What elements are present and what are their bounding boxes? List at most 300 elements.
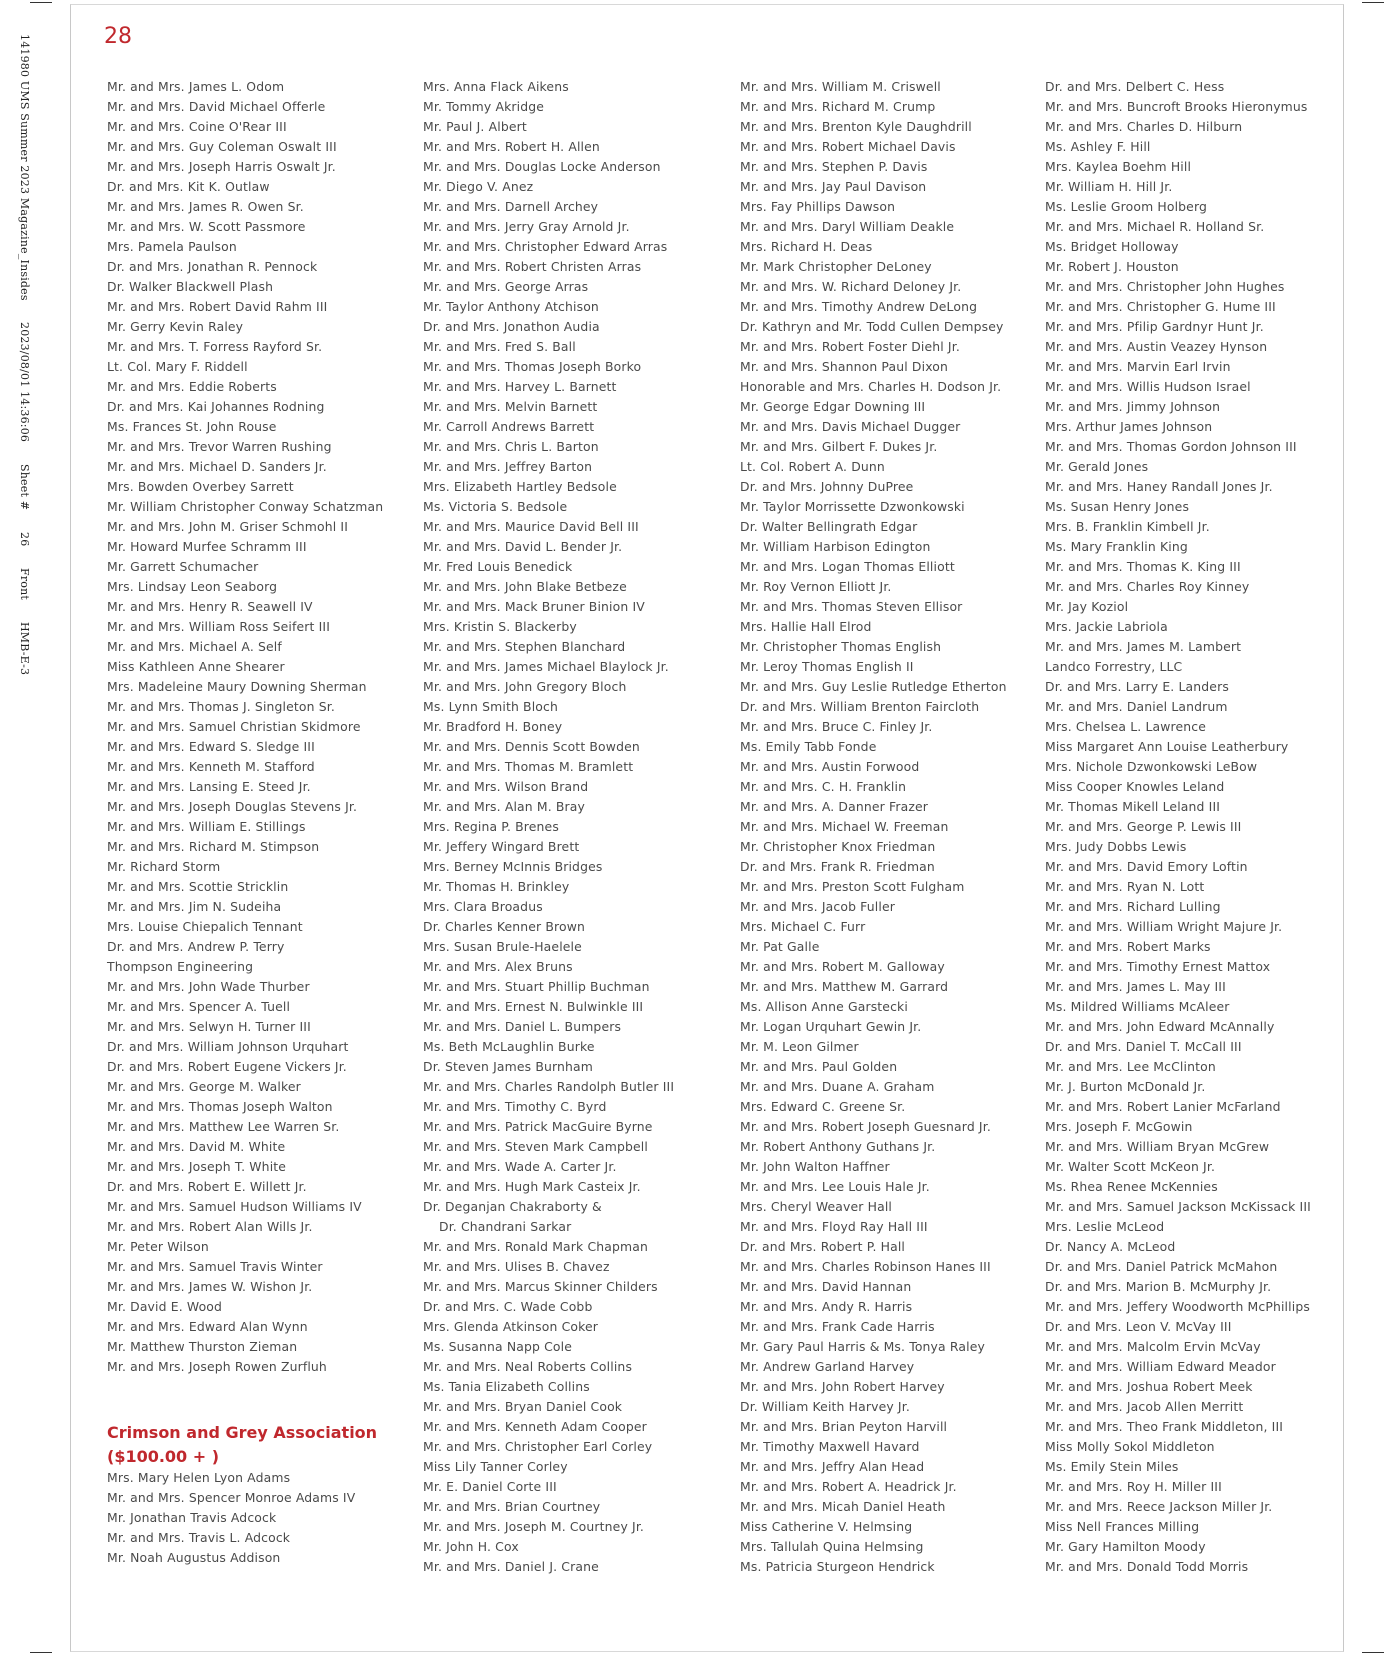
donor-name: Mr. and Mrs. Coine O'Rear III (107, 119, 287, 134)
donor-name: Mr. Mark Christopher DeLoney (740, 259, 932, 274)
donor-name: Dr. and Mrs. C. Wade Cobb (423, 1299, 593, 1314)
donor-name: Mrs. Arthur James Johnson (1045, 419, 1213, 434)
donor-name: Mr. and Mrs. Daniel J. Crane (423, 1559, 599, 1574)
donor-name: Mr. and Mrs. Andy R. Harris (740, 1299, 913, 1314)
donor-name: Mr. Tommy Akridge (423, 99, 545, 114)
donor-name: Mrs. Judy Dobbs Lewis (1045, 839, 1187, 854)
donor-name: Mrs. Madeleine Maury Downing Sherman (107, 679, 367, 694)
donor-name: Mr. and Mrs. Dennis Scott Bowden (423, 739, 640, 754)
donor-name: Ms. Leslie Groom Holberg (1045, 199, 1207, 214)
donor-name: Mr. and Mrs. Mack Bruner Binion IV (423, 599, 645, 614)
donor-name: Mr. and Mrs. Christopher Earl Corley (423, 1439, 653, 1454)
donor-name: Mr. and Mrs. T. Forress Rayford Sr. (107, 339, 323, 354)
donor-name: Mr. and Mrs. Donald Todd Morris (1045, 1559, 1249, 1574)
donor-name: Mr. and Mrs. Jeffrey Barton (423, 459, 593, 474)
donor-name: Mr. Bradford H. Boney (423, 719, 563, 734)
donor-name: Mrs. Richard H. Deas (740, 239, 873, 254)
slug-date: 2023/08/01 14:36:06 (18, 322, 31, 443)
donor-name: Mr. Gerry Kevin Raley (107, 319, 244, 334)
slug-code: HMB-E-3 (18, 621, 31, 676)
donor-name: Mr. Matthew Thurston Zieman (107, 1339, 298, 1354)
donor-name: Mr. Logan Urquhart Gewin Jr. (740, 1019, 922, 1034)
donor-name: Dr. and Mrs. Johnny DuPree (740, 479, 914, 494)
donor-name: Mr. Thomas H. Brinkley (423, 879, 570, 894)
donor-name: Mr. and Mrs. Shannon Paul Dixon (740, 359, 949, 374)
donor-name: Ms. Emily Tabb Fonde (740, 739, 877, 754)
donor-name: Mr. and Mrs. Thomas Joseph Walton (107, 1099, 333, 1114)
donor-name: Mr. and Mrs. Christopher G. Hume III (1045, 299, 1276, 314)
donor-name: Mrs. Hallie Hall Elrod (740, 619, 872, 634)
donor-name: Mrs. B. Franklin Kimbell Jr. (1045, 519, 1210, 534)
donor-name: Mr. and Mrs. Buncroft Brooks Hieronymus (1045, 99, 1308, 114)
donor-name: Mr. and Mrs. Willis Hudson Israel (1045, 379, 1251, 394)
donor-column-2 (423, 77, 723, 1577)
donor-name: Mrs. Kaylea Boehm Hill (1045, 159, 1192, 174)
donor-name: Dr. and Mrs. Robert Eugene Vickers Jr. (107, 1059, 347, 1074)
donor-name: Dr. and Mrs. Kit K. Outlaw (107, 179, 270, 194)
donor-name: Mr. and Mrs. Darnell Archey (423, 199, 599, 214)
donor-name: Mr. and Mrs. Davis Michael Dugger (740, 419, 961, 434)
donor-name: Mr. William H. Hill Jr. (1045, 179, 1173, 194)
donor-name: Mr. and Mrs. Austin Forwood (740, 759, 920, 774)
donor-name: Mrs. Joseph F. McGowin (1045, 1119, 1193, 1134)
donor-name: Mr. Gary Paul Harris & Ms. Tonya Raley (740, 1339, 985, 1354)
donor-name: Mr. and Mrs. Ernest N. Bulwinkle III (423, 999, 644, 1014)
donor-name: Mr. and Mrs. Brian Courtney (423, 1499, 601, 1514)
donor-name: Ms. Bridget Holloway (1045, 239, 1179, 254)
donor-name: Mr. and Mrs. Ulises B. Chavez (423, 1259, 610, 1274)
donor-name: Mr. and Mrs. Harvey L. Barnett (423, 379, 617, 394)
donor-name: Mr. Richard Storm (107, 859, 221, 874)
donor-name: Ms. Susan Henry Jones (1045, 499, 1190, 514)
donor-name: Mrs. Louise Chiepalich Tennant (107, 919, 303, 934)
donor-name: Mr. and Mrs. Paul Golden (740, 1059, 898, 1074)
donor-name: Mr. and Mrs. George P. Lewis III (1045, 819, 1242, 834)
donor-name: Mr. and Mrs. Fred S. Ball (423, 339, 576, 354)
donor-name: Mr. Walter Scott McKeon Jr. (1045, 1159, 1216, 1174)
donor-name: Mr. and Mrs. Christopher John Hughes (1045, 279, 1285, 294)
donor-name: Mrs. Clara Broadus (423, 899, 543, 914)
donor-name: Mr. and Mrs. Chris L. Barton (423, 439, 599, 454)
donor-name: Mr. and Mrs. Alex Bruns (423, 959, 573, 974)
donor-column-3 (740, 77, 1040, 1577)
donor-name: Mr. David E. Wood (107, 1299, 223, 1314)
crop-mark (30, 2, 52, 3)
donor-name: Ms. Ashley F. Hill (1045, 139, 1151, 154)
donor-name: Mr. and Mrs. Thomas K. King III (1045, 559, 1241, 574)
donor-name: Dr. William Keith Harvey Jr. (740, 1399, 910, 1414)
donor-name: Mr. and Mrs. Joshua Robert Meek (1045, 1379, 1253, 1394)
donor-name: Mr. E. Daniel Corte III (423, 1479, 557, 1494)
donor-name: Ms. Beth McLaughlin Burke (423, 1039, 595, 1054)
donor-name: Dr. and Mrs. Kai Johannes Rodning (107, 399, 325, 414)
donor-name: Mrs. Berney McInnis Bridges (423, 859, 603, 874)
donor-name: Mr. and Mrs. Ryan N. Lott (1045, 879, 1205, 894)
donor-name: Mr. and Mrs. Trevor Warren Rushing (107, 439, 332, 454)
donor-name: Mr. and Mrs. Michael W. Freeman (740, 819, 949, 834)
crop-mark (1362, 2, 1384, 3)
donor-name: Mr. and Mrs. William E. Stillings (107, 819, 306, 834)
donor-name: Mr. Roy Vernon Elliott Jr. (740, 579, 892, 594)
donor-name: Mr. and Mrs. John M. Griser Schmohl II (107, 519, 349, 534)
donor-name: Mr. Leroy Thomas English II (740, 659, 914, 674)
donor-name: Mr. and Mrs. William Wright Majure Jr. (1045, 919, 1283, 934)
print-slug (18, 34, 31, 693)
donor-name: Mr. and Mrs. Lee Louis Hale Jr. (740, 1179, 930, 1194)
donor-name: Mr. and Mrs. Douglas Locke Anderson (423, 159, 661, 174)
donor-name: Mr. and Mrs. Floyd Ray Hall III (740, 1219, 928, 1234)
donor-name: Mr. and Mrs. Christopher Edward Arras (423, 239, 668, 254)
donor-name: Mr. and Mrs. Patrick MacGuire Byrne (423, 1119, 653, 1134)
donor-name: Ms. Lynn Smith Bloch (423, 699, 558, 714)
donor-name: Dr. and Mrs. Daniel T. McCall III (1045, 1039, 1242, 1054)
donor-name: Mr. and Mrs. Preston Scott Fulgham (740, 879, 965, 894)
donor-name: Ms. Rhea Renee McKennies (1045, 1179, 1218, 1194)
donor-name: Mr. and Mrs. Daryl William Deakle (740, 219, 955, 234)
donor-name: Mrs. Cheryl Weaver Hall (740, 1199, 893, 1214)
donor-name: Dr. and Mrs. Frank R. Friedman (740, 859, 935, 874)
donor-name: Mr. Robert J. Houston (1045, 259, 1179, 274)
section-amount: ($100.00 + ) (107, 1447, 220, 1466)
donor-name: Mr. and Mrs. Robert A. Headrick Jr. (740, 1479, 957, 1494)
donor-name: Mr. and Mrs. Steven Mark Campbell (423, 1139, 648, 1154)
donor-name: Mr. and Mrs. Reece Jackson Miller Jr. (1045, 1499, 1273, 1514)
donor-name: Mr. and Mrs. Guy Leslie Rutledge Etherton (740, 679, 1007, 694)
donor-name: Mr. Thomas Mikell Leland III (1045, 799, 1221, 814)
section-heading (107, 1421, 397, 1469)
donor-name: Miss Kathleen Anne Shearer (107, 659, 285, 674)
donor-name: Mr. and Mrs. Melvin Barnett (423, 399, 598, 414)
donor-name: Mr. and Mrs. James W. Wishon Jr. (107, 1279, 313, 1294)
donor-name: Mr. and Mrs. Jerry Gray Arnold Jr. (423, 219, 630, 234)
donor-name: Ms. Mary Franklin King (1045, 539, 1188, 554)
donor-name: Mrs. Elizabeth Hartley Bedsole (423, 479, 617, 494)
donor-column-4 (1045, 77, 1345, 1577)
donor-name: Mr. and Mrs. Robert Foster Diehl Jr. (740, 339, 960, 354)
donor-name: Ms. Frances St. John Rouse (107, 419, 277, 434)
donor-name: Mr. and Mrs. David L. Bender Jr. (423, 539, 623, 554)
donor-name: Mr. and Mrs. David M. White (107, 1139, 286, 1154)
donor-name: Dr. and Mrs. Marion B. McMurphy Jr. (1045, 1279, 1272, 1294)
donor-name: Mr. and Mrs. Charles Roy Kinney (1045, 579, 1250, 594)
donor-name: Mr. John H. Cox (423, 1539, 519, 1554)
donor-name: Mr. and Mrs. Robert Christen Arras (423, 259, 642, 274)
donor-name: Mr. and Mrs. Michael D. Sanders Jr. (107, 459, 327, 474)
donor-name: Mr. and Mrs. John Edward McAnnally (1045, 1019, 1275, 1034)
donor-name: Mrs. Edward C. Greene Sr. (740, 1099, 906, 1114)
donor-name: Mr. and Mrs. Stephen Blanchard (423, 639, 626, 654)
donor-name: Mr. and Mrs. James L. Odom (107, 79, 285, 94)
donor-name: Mr. and Mrs. Thomas M. Bramlett (423, 759, 634, 774)
donor-name: Mr. and Mrs. Jim N. Sudeiha (107, 899, 282, 914)
donor-name: Mr. George Edgar Downing III (740, 399, 926, 414)
donor-name: Mr. Pat Galle (740, 939, 820, 954)
donor-name: Mr. and Mrs. Jimmy Johnson (1045, 399, 1221, 414)
donor-name: Mr. and Mrs. Travis L. Adcock (107, 1530, 291, 1545)
donor-name: Mr. and Mrs. Stephen P. Davis (740, 159, 928, 174)
donor-name: Mr. and Mrs. Thomas Gordon Johnson III (1045, 439, 1297, 454)
donor-name: Mrs. Tallulah Quina Helmsing (740, 1539, 924, 1554)
donor-name: Mr. Gerald Jones (1045, 459, 1149, 474)
donor-name: Mr. and Mrs. Michael R. Holland Sr. (1045, 219, 1265, 234)
slug-sheet-label: Sheet # (18, 464, 31, 511)
donor-name: Mr. and Mrs. C. H. Franklin (740, 779, 907, 794)
donor-name: Miss Nell Frances Milling (1045, 1519, 1200, 1534)
donor-name: Mr. and Mrs. Charles D. Hilburn (1045, 119, 1243, 134)
donor-name: Mr. and Mrs. Jacob Allen Merritt (1045, 1399, 1244, 1414)
donor-name: Mr. and Mrs. Robert Michael Davis (740, 139, 956, 154)
donor-name: Dr. and Mrs. Andrew P. Terry (107, 939, 285, 954)
donor-name: Miss Lily Tanner Corley (423, 1459, 568, 1474)
slug-side: Front (18, 568, 31, 601)
donor-name: Mr. Diego V. Anez (423, 179, 534, 194)
donor-name: Mr. and Mrs. Austin Veazey Hynson (1045, 339, 1268, 354)
donor-name: Mr. and Mrs. Robert Alan Wills Jr. (107, 1219, 313, 1234)
donor-name: Dr. Chandrani Sarkar (439, 1219, 572, 1234)
donor-name: Mrs. Susan Brule-Haelele (423, 939, 582, 954)
donor-name: Mr. and Mrs. David Hannan (740, 1279, 912, 1294)
donor-name: Mr. and Mrs. Jeffry Alan Head (740, 1459, 925, 1474)
donor-name: Mr. and Mrs. Robert David Rahm III (107, 299, 328, 314)
donor-name: Dr. Walter Bellingrath Edgar (740, 519, 918, 534)
donor-name: Mr. and Mrs. Daniel Landrum (1045, 699, 1228, 714)
donor-name: Mr. and Mrs. Marcus Skinner Childers (423, 1279, 658, 1294)
donor-name: Landco Forrestry, LLC (1045, 659, 1183, 674)
donor-name: Dr. and Mrs. Jonathon Audia (423, 319, 600, 334)
donor-name: Mr. and Mrs. Joseph Rowen Zurfluh (107, 1359, 327, 1374)
donor-name: Dr. and Mrs. Robert P. Hall (740, 1239, 906, 1254)
donor-name: Mr. and Mrs. Matthew Lee Warren Sr. (107, 1119, 340, 1134)
donor-name: Dr. Steven James Burnham (423, 1059, 594, 1074)
donor-name: Miss Margaret Ann Louise Leatherbury (1045, 739, 1289, 754)
donor-name: Dr. and Mrs. Delbert C. Hess (1045, 79, 1225, 94)
donor-name: Mr. and Mrs. Marvin Earl Irvin (1045, 359, 1231, 374)
donor-name: Lt. Col. Mary F. Riddell (107, 359, 248, 374)
donor-name: Mr. and Mrs. John Blake Betbeze (423, 579, 627, 594)
donor-name: Mr. and Mrs. David Emory Loftin (1045, 859, 1248, 874)
donor-name: Mr. and Mrs. Alan M. Bray (423, 799, 586, 814)
donor-name: Dr. and Mrs. Jonathan R. Pennock (107, 259, 318, 274)
donor-name: Mr. and Mrs. Thomas Steven Ellisor (740, 599, 963, 614)
donor-name: Mr. and Mrs. Bruce C. Finley Jr. (740, 719, 933, 734)
donor-name: Mr. M. Leon Gilmer (740, 1039, 859, 1054)
donor-name: Mrs. Glenda Atkinson Coker (423, 1319, 599, 1334)
donor-name: Mr. and Mrs. Michael A. Self (107, 639, 282, 654)
donor-name: Mr. and Mrs. James Michael Blaylock Jr. (423, 659, 669, 674)
donor-name: Mr. and Mrs. Brian Peyton Harvill (740, 1419, 948, 1434)
section-donor-list (107, 1468, 407, 1568)
slug-sheet-number: 26 (18, 532, 31, 547)
donor-name: Mr. and Mrs. George Arras (423, 279, 589, 294)
donor-name: Mr. and Mrs. James L. May III (1045, 979, 1226, 994)
donor-name: Mr. and Mrs. Daniel L. Bumpers (423, 1019, 622, 1034)
crop-mark (1362, 1652, 1384, 1653)
donor-name: Mr. and Mrs. Duane A. Graham (740, 1079, 935, 1094)
donor-name: Dr. and Mrs. Daniel Patrick McMahon (1045, 1259, 1278, 1274)
donor-name: Ms. Patricia Sturgeon Hendrick (740, 1559, 935, 1574)
donor-name: Mr. Peter Wilson (107, 1239, 209, 1254)
donor-name: Mr. and Mrs. David Michael Offerle (107, 99, 326, 114)
donor-name: Mr. and Mrs. Jay Paul Davison (740, 179, 927, 194)
donor-name: Mr. and Mrs. Spencer A. Tuell (107, 999, 291, 1014)
donor-name: Dr. and Mrs. Leon V. McVay III (1045, 1319, 1232, 1334)
donor-name: Mr. and Mrs. Charles Robinson Hanes III (740, 1259, 991, 1274)
donor-name: Ms. Allison Anne Garstecki (740, 999, 908, 1014)
section-title: Crimson and Grey Association (107, 1423, 378, 1442)
donor-name: Mr. Taylor Morrissette Dzwonkowski (740, 499, 965, 514)
donor-name: Mrs. Leslie McLeod (1045, 1219, 1165, 1234)
donor-name: Mrs. Fay Phillips Dawson (740, 199, 896, 214)
donor-name: Mr. and Mrs. Samuel Travis Winter (107, 1259, 323, 1274)
donor-name: Mr. and Mrs. Joseph T. White (107, 1159, 287, 1174)
donor-name: Mr. and Mrs. Lansing E. Steed Jr. (107, 779, 311, 794)
donor-name: Mr. and Mrs. Stuart Phillip Buchman (423, 979, 650, 994)
donor-name: Miss Catherine V. Helmsing (740, 1519, 913, 1534)
donor-name: Mr. and Mrs. Bryan Daniel Cook (423, 1399, 623, 1414)
donor-name: Mr. and Mrs. A. Danner Frazer (740, 799, 929, 814)
donor-name: Dr. and Mrs. William Johnson Urquhart (107, 1039, 349, 1054)
donor-name: Mr. and Mrs. John Wade Thurber (107, 979, 310, 994)
donor-name: Mr. Timothy Maxwell Havard (740, 1439, 920, 1454)
donor-name: Mr. Jeffery Wingard Brett (423, 839, 580, 854)
donor-name: Mr. and Mrs. William Bryan McGrew (1045, 1139, 1270, 1154)
donor-name: Mr. and Mrs. William Edward Meador (1045, 1359, 1276, 1374)
donor-name: Mr. and Mrs. Selwyn H. Turner III (107, 1019, 311, 1034)
donor-name: Mr. and Mrs. Robert Joseph Guesnard Jr. (740, 1119, 991, 1134)
donor-name: Mr. Noah Augustus Addison (107, 1550, 281, 1565)
donor-name: Mr. and Mrs. Thomas Joseph Borko (423, 359, 642, 374)
donor-name: Dr. Kathryn and Mr. Todd Cullen Dempsey (740, 319, 1004, 334)
donor-name: Mr. and Mrs. William Ross Seifert III (107, 619, 331, 634)
donor-name: Mr. and Mrs. Gilbert F. Dukes Jr. (740, 439, 938, 454)
donor-name: Mrs. Chelsea L. Lawrence (1045, 719, 1207, 734)
donor-name: Mrs. Bowden Overbey Sarrett (107, 479, 294, 494)
donor-name: Thompson Engineering (107, 959, 254, 974)
donor-name: Mr. and Mrs. Jeffery Woodworth McPhillips (1045, 1299, 1310, 1314)
donor-name: Mr. and Mrs. James M. Lambert (1045, 639, 1242, 654)
donor-name: Mrs. Pamela Paulson (107, 239, 237, 254)
donor-name: Mr. and Mrs. Henry R. Seawell IV (107, 599, 313, 614)
donor-name: Mr. Garrett Schumacher (107, 559, 259, 574)
donor-name: Mr. and Mrs. Kenneth Adam Cooper (423, 1419, 647, 1434)
donor-name: Mr. Howard Murfee Schramm III (107, 539, 307, 554)
donor-name: Mr. and Mrs. Richard M. Stimpson (107, 839, 320, 854)
donor-name: Mr. Fred Louis Benedick (423, 559, 573, 574)
donor-name: Mr. Paul J. Albert (423, 119, 527, 134)
donor-name: Mr. and Mrs. Eddie Roberts (107, 379, 277, 394)
donor-name: Mr. and Mrs. Scottie Stricklin (107, 879, 289, 894)
donor-name: Mr. William Harbison Edington (740, 539, 931, 554)
donor-name: Mr. and Mrs. Joseph M. Courtney Jr. (423, 1519, 645, 1534)
donor-name: Mr. and Mrs. Joseph Harris Oswalt Jr. (107, 159, 336, 174)
donor-name: Mr. and Mrs. Matthew M. Garrard (740, 979, 949, 994)
donor-name: Mr. and Mrs. Neal Roberts Collins (423, 1359, 633, 1374)
donor-name: Mr. and Mrs. Robert Marks (1045, 939, 1211, 954)
donor-name: Mr. and Mrs. Roy H. Miller III (1045, 1479, 1222, 1494)
donor-name: Mr. and Mrs. Samuel Jackson McKissack III (1045, 1199, 1311, 1214)
donor-name: Mr. and Mrs. Samuel Hudson Williams IV (107, 1199, 362, 1214)
donor-name: Ms. Victoria S. Bedsole (423, 499, 568, 514)
donor-name: Honorable and Mrs. Charles H. Dodson Jr. (740, 379, 1002, 394)
donor-name: Mr. and Mrs. Samuel Christian Skidmore (107, 719, 361, 734)
donor-name: Dr. Nancy A. McLeod (1045, 1239, 1176, 1254)
donor-name: Mrs. Lindsay Leon Seaborg (107, 579, 278, 594)
donor-name: Mr. Christopher Knox Friedman (740, 839, 936, 854)
donor-name: Mr. and Mrs. Micah Daniel Heath (740, 1499, 946, 1514)
donor-name: Dr. Charles Kenner Brown (423, 919, 586, 934)
donor-name: Mr. and Mrs. Edward S. Sledge III (107, 739, 315, 754)
donor-name: Mr. and Mrs. John Gregory Bloch (423, 679, 627, 694)
crop-mark (30, 1652, 52, 1653)
donor-name: Dr. Deganjan Chakraborty & (423, 1199, 602, 1214)
donor-name: Mrs. Regina P. Brenes (423, 819, 559, 834)
donor-name: Mr. and Mrs. Brenton Kyle Daughdrill (740, 119, 972, 134)
donor-name: Mr. and Mrs. Jacob Fuller (740, 899, 895, 914)
donor-name: Mr. and Mrs. William M. Criswell (740, 79, 941, 94)
donor-name: Mr. and Mrs. W. Richard Deloney Jr. (740, 279, 962, 294)
donor-name: Mr. and Mrs. Logan Thomas Elliott (740, 559, 955, 574)
donor-name: Miss Molly Sokol Middleton (1045, 1439, 1215, 1454)
donor-name: Mr. and Mrs. Joseph Douglas Stevens Jr. (107, 799, 358, 814)
donor-name: Mr. and Mrs. Pfilip Gardnyr Hunt Jr. (1045, 319, 1264, 334)
donor-name: Mr. Jonathan Travis Adcock (107, 1510, 277, 1525)
donor-name: Mr. and Mrs. Theo Frank Middleton, III (1045, 1419, 1284, 1434)
donor-name: Mr. J. Burton McDonald Jr. (1045, 1079, 1206, 1094)
donor-name: Mr. William Christopher Conway Schatzman (107, 499, 384, 514)
donor-name: Mr. and Mrs. Spencer Monroe Adams IV (107, 1490, 356, 1505)
donor-name: Mr. and Mrs. Kenneth M. Stafford (107, 759, 315, 774)
donor-name: Mr. Carroll Andrews Barrett (423, 419, 595, 434)
donor-name: Mr. and Mrs. Charles Randolph Butler III (423, 1079, 675, 1094)
donor-name: Mr. and Mrs. Frank Cade Harris (740, 1319, 935, 1334)
donor-name: Mr. and Mrs. Timothy C. Byrd (423, 1099, 607, 1114)
donor-name: Mr. John Walton Haffner (740, 1159, 890, 1174)
donor-name: Mr. and Mrs. Timothy Ernest Mattox (1045, 959, 1271, 974)
donor-name: Mr. Gary Hamilton Moody (1045, 1539, 1206, 1554)
donor-name: Mr. and Mrs. Wade A. Carter Jr. (423, 1159, 617, 1174)
donor-name: Mr. and Mrs. James R. Owen Sr. (107, 199, 304, 214)
donor-name: Miss Cooper Knowles Leland (1045, 779, 1225, 794)
donor-name: Ms. Mildred Williams McAleer (1045, 999, 1230, 1014)
donor-name: Mr. Robert Anthony Guthans Jr. (740, 1139, 936, 1154)
donor-name: Mr. and Mrs. W. Scott Passmore (107, 219, 306, 234)
donor-name: Mrs. Nichole Dzwonkowski LeBow (1045, 759, 1258, 774)
donor-name: Mr. and Mrs. Timothy Andrew DeLong (740, 299, 978, 314)
donor-name: Mr. and Mrs. Hugh Mark Casteix Jr. (423, 1179, 641, 1194)
donor-name: Mr. and Mrs. Edward Alan Wynn (107, 1319, 308, 1334)
donor-name: Mr. and Mrs. John Robert Harvey (740, 1379, 945, 1394)
donor-name: Mr. Taylor Anthony Atchison (423, 299, 599, 314)
donor-name: Mr. and Mrs. Wilson Brand (423, 779, 589, 794)
donor-name: Mrs. Michael C. Furr (740, 919, 866, 934)
donor-name: Mrs. Mary Helen Lyon Adams (107, 1470, 291, 1485)
donor-name: Mr. Jay Koziol (1045, 599, 1129, 614)
donor-name: Mr. and Mrs. Malcolm Ervin McVay (1045, 1339, 1261, 1354)
donor-name: Ms. Tania Elizabeth Collins (423, 1379, 590, 1394)
donor-name: Mr. and Mrs. Thomas J. Singleton Sr. (107, 699, 335, 714)
donor-name: Mrs. Jackie Labriola (1045, 619, 1168, 634)
donor-name: Mr. and Mrs. Robert Lanier McFarland (1045, 1099, 1281, 1114)
donor-name: Lt. Col. Robert A. Dunn (740, 459, 885, 474)
donor-name: Mr. and Mrs. Richard Lulling (1045, 899, 1221, 914)
slug-job: 141980 UMS Summer 2023 Magazine_Insides (18, 34, 31, 301)
donor-name: Ms. Susanna Napp Cole (423, 1339, 573, 1354)
donor-name: Mr. and Mrs. Robert H. Allen (423, 139, 600, 154)
donor-column-1 (107, 77, 407, 1377)
donor-name: Mr. and Mrs. Guy Coleman Oswalt III (107, 139, 337, 154)
donor-name: Mr. and Mrs. Lee McClinton (1045, 1059, 1216, 1074)
donor-name: Mr. and Mrs. Haney Randall Jones Jr. (1045, 479, 1273, 494)
